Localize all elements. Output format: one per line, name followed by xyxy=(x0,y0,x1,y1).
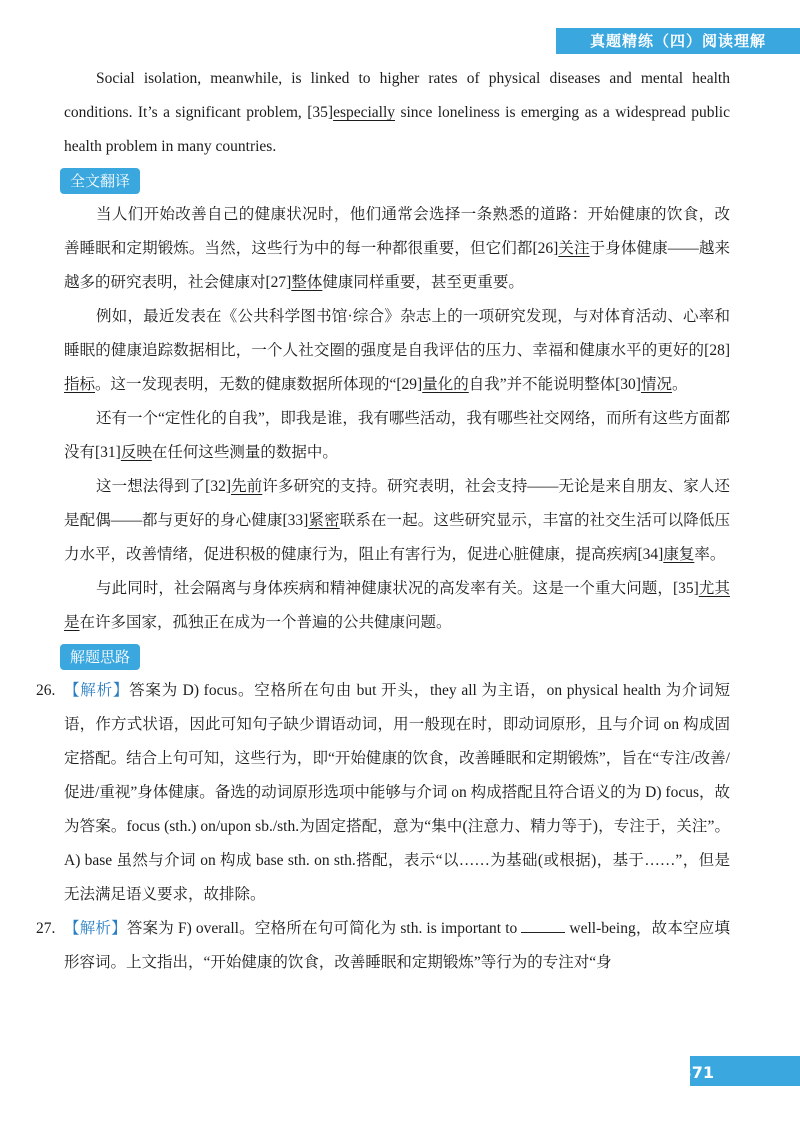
item-number: 27. xyxy=(36,920,56,937)
translation-paragraph: 例如，最近发表在《公共科学图书馆·综合》杂志上的一项研究发现，与对体育活动、心率和睡眠的健康追踪数据相比，一个人社交圈的强度是自我评估的压力、幸福和健康水平的更好的[28]指标。这一发现表明，无数的健康数据所体现的“[29]量化的自我”并不能说明整体[30]情况。 xyxy=(64,308,730,393)
english-paragraph xyxy=(64,62,730,164)
analysis-text: well-being，故本空应填形容词。上文指出，“开始健康的饮食，改善睡眠和定期锻炼”等行为的专注对“身 xyxy=(64,920,730,971)
section-header: 真题精练（四）阅读理解 xyxy=(556,28,800,54)
item-number: 26. xyxy=(36,682,56,699)
analysis-tag: 解题思路 xyxy=(60,644,140,670)
fill-blank xyxy=(521,918,565,933)
analysis-text: 答案为 F) overall。空格所在句可简化为 sth. is important to xyxy=(126,920,522,937)
text: Social isolation, meanwhile, is linked to higher rates of physical diseases and mental health conditions. It’s a significant problem, xyxy=(64,70,730,121)
analysis-label: 【解析】 xyxy=(64,682,130,699)
translation-paragraph: 这一想法得到了[32]先前许多研究的支持。研究表明，社会支持——无论是来自朋友、家人还是配偶——都与更好的身心健康[33]紧密联系在一起。这些研究显示，丰富的社交生活可以降低压力水平，改善情绪，促进积极的健康行为，阻止有害行为，促进心脏健康，提高疾病[34]康复率。 xyxy=(64,478,730,563)
translation-paragraph: 与此同时，社会隔离与身体疾病和精神健康状况的高发率有关。这是一个重大问题，[35]尤其是在许多国家，孤独正在成为一个普遍的公共健康问题。 xyxy=(64,580,730,631)
analysis-item-26 xyxy=(36,674,730,912)
analysis-text: 答案为 D) focus。空格所在句由 but 开头，they all 为主语，on physical health 为介词短语，作方式状语，因此可知句子缺少谓语动词，用一般现在时，即动词原形，且与介词 on 构成固定搭配。结合上句可知，这些行为，即“开始健康的饮食，改善睡眠和定期锻炼”，旨在“专注/改善/促进/重视”身体健康。备选的动词原形选项中能够与介词 on 构成搭配且符合语义的为 D) focus，故为答案。focus (sth.) on/upon sb./sth.为固定搭配，意为“集中(注意力、精力等于)，专注于，关注”。A) base 虽然与介词 on 构成 base sth. on sth.搭配，表示“以……为基础(或根据)，基于……”，但是无法满足语义要求，故排除。 xyxy=(64,682,730,903)
analysis-item-27 xyxy=(36,912,730,980)
analysis-label: 【解析】 xyxy=(64,920,127,937)
page-number: 371 xyxy=(680,1063,714,1082)
translation-tag: 全文翻译 xyxy=(60,168,140,194)
answer-word: especially xyxy=(333,104,396,121)
text: since loneliness is emerging as a widespread public health problem in many countries. xyxy=(64,104,730,155)
page-content xyxy=(36,62,730,980)
translation-paragraph: 还有一个“定性化的自我”，即我是谁，我有哪些活动，我有哪些社交网络，而所有这些方面都没有[31]反映在任何这些测量的数据中。 xyxy=(64,410,730,461)
translation-paragraph: 当人们开始改善自己的健康状况时，他们通常会选择一条熟悉的道路：开始健康的饮食，改善睡眠和定期锻炼。当然，这些行为中的每一种都很重要，但它们都[26]关注于身体健康——越来越多的研究表明，社会健康对[27]整体健康同样重要，甚至更重要。 xyxy=(64,206,730,291)
blank-number: [35] xyxy=(307,104,334,121)
